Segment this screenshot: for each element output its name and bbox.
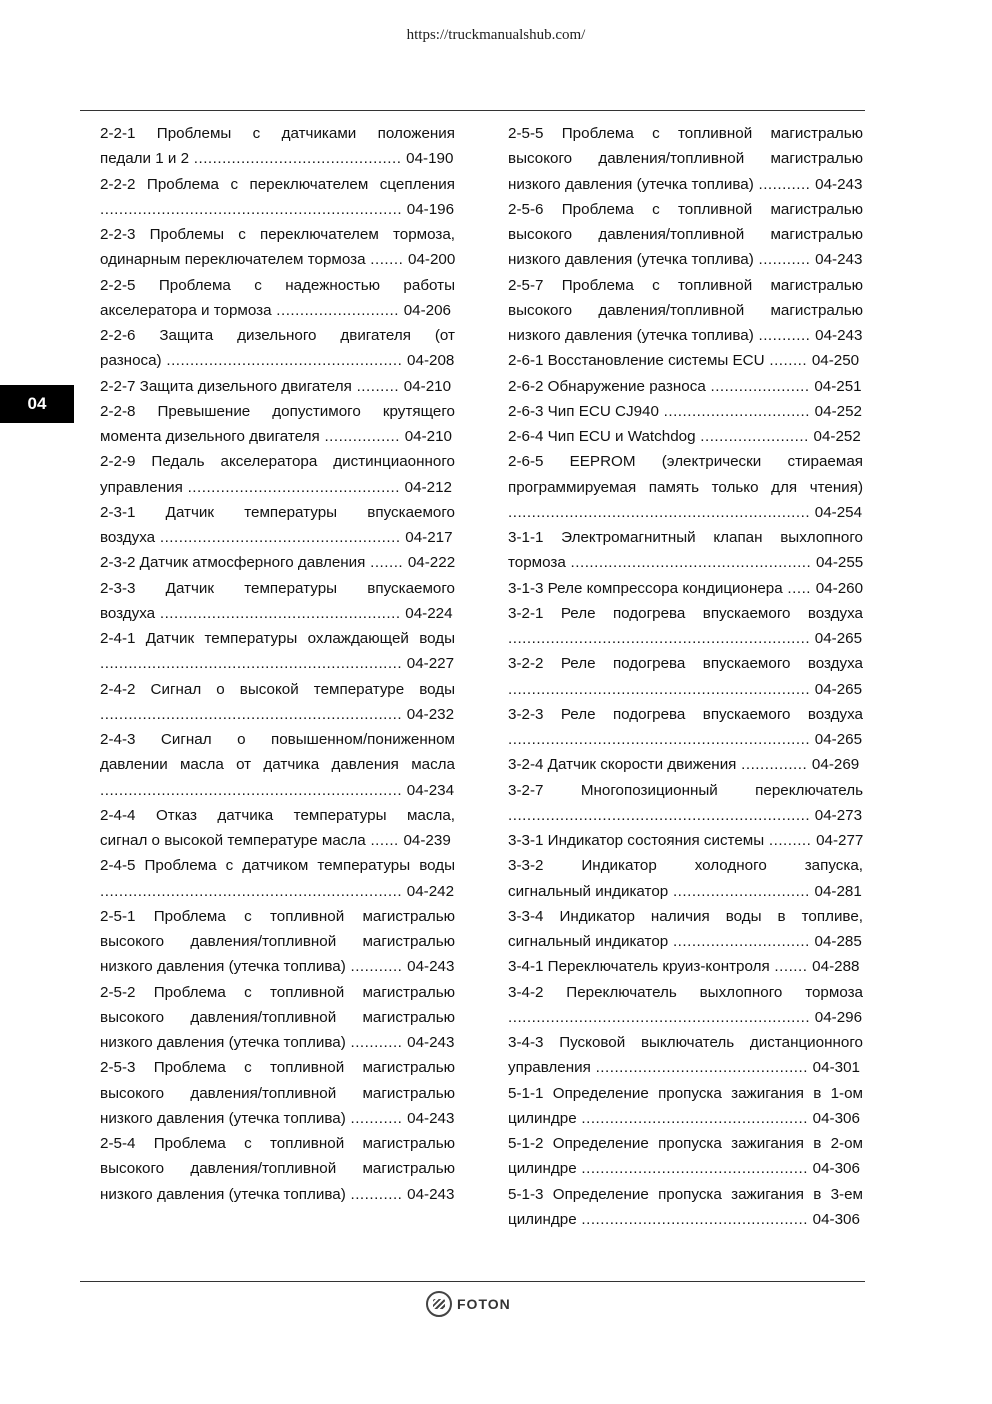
dot-leader: ............................................	[189, 150, 407, 168]
toc-entry-line: 2-4-3 Сигнал о повышенном/пониженном	[100, 731, 455, 748]
toc-entry-line	[508, 323, 863, 348]
toc-page-number: 04-224	[405, 604, 453, 622]
toc-entry-title: 2-6-4 Чип ECU и Watchdog	[508, 428, 696, 445]
toc-entry-line: 2-4-4 Отказ датчика температуры масла,	[100, 806, 455, 824]
toc-page-number: 04-232	[406, 705, 455, 723]
toc-page-number: 04-243	[407, 1109, 455, 1127]
toc-entry-line: 2-2-2 Проблема с переключателем сцепления	[100, 175, 455, 193]
toc-entry-title: момента дизельного двигателя	[100, 428, 320, 445]
toc-entry-line	[508, 1005, 863, 1030]
toc-entry-line: 2-5-1 Проблема с топливной магистралью	[100, 907, 455, 925]
dot-leader: .......	[365, 554, 408, 572]
toc-page-number: 04-234	[406, 781, 455, 799]
toc-page-number: 04-306	[812, 1210, 860, 1228]
toc-entry-line	[100, 1106, 455, 1131]
toc-page-number: 04-296	[814, 1008, 863, 1026]
toc-entry-line	[508, 374, 863, 399]
toc-page-number: 04-206	[403, 301, 451, 319]
dot-leader: ................................................................	[508, 630, 815, 647]
dot-leader: .............................................	[182, 478, 405, 496]
toc-entry-line	[508, 954, 863, 979]
toc-entry-line: 2-4-5 Проблема с датчиком температуры воды	[100, 857, 455, 875]
toc-entry-line: 3-2-2 Реле подогрева впускаемого воздуха	[508, 655, 863, 673]
toc-page-number: 04-200	[408, 251, 456, 269]
toc-entry-title: низкого давления (утечка топлива)	[100, 1185, 346, 1203]
toc-entry-title: управления	[100, 478, 183, 496]
toc-entry-line	[508, 1055, 863, 1080]
toc-entry-line	[100, 424, 455, 449]
toc-entry-line: 5-1-2 Определение пропуска зажигания в 2-ом	[508, 1135, 863, 1152]
dot-leader: .......	[769, 958, 813, 976]
toc-entry-line: 2-2-5 Проблема с надежностью работы	[100, 276, 455, 294]
dot-leader: ................................................	[576, 1109, 813, 1127]
toc-entry-line	[508, 752, 863, 777]
dot-leader: .......	[365, 251, 409, 269]
toc-entry-line: 2-2-3 Проблемы с переключателем тормоза,	[100, 226, 455, 243]
toc-page-number: 04-281	[814, 882, 862, 900]
toc-entry-title: 2-2-7 Защита дизельного двигателя	[100, 377, 352, 395]
toc-entry-title: 2-6-1 Восстановление системы ECU	[508, 352, 765, 370]
toc-entry-title: акселератора и тормоза	[100, 301, 272, 319]
toc-entry-line	[508, 550, 863, 575]
dot-leader: .....................	[705, 377, 815, 395]
dot-leader: ......	[365, 832, 404, 849]
toc-right-column	[508, 121, 863, 1232]
toc-entry-line	[100, 298, 455, 323]
dot-leader: ...................................................	[155, 604, 406, 622]
dot-leader: ...........	[345, 1109, 408, 1127]
toc-page-number: 04-255	[815, 554, 864, 572]
toc-entry-line	[100, 1182, 455, 1207]
toc-entry-line: давлении масла от датчика давления масла	[100, 756, 455, 774]
toc-entry-line	[100, 348, 455, 373]
toc-entry-title: 3-2-4 Датчик скорости движения	[508, 756, 737, 774]
toc-entry-line: высокого давления/топливной магистралью	[100, 1084, 455, 1102]
toc-entry-title: низкого давления (утечка топлива)	[508, 327, 754, 344]
toc-page-number: 04-243	[407, 1185, 455, 1203]
toc-page-number: 04-252	[814, 402, 862, 420]
dot-leader: ................................................................	[100, 655, 407, 673]
toc-entry-line	[508, 1207, 863, 1232]
toc-entry-title: цилиндре	[508, 1109, 577, 1127]
dot-leader: ...................................................	[155, 529, 406, 546]
toc-entry-line	[508, 576, 863, 601]
toc-entry-title: 3-3-1 Индикатор состояния системы	[508, 832, 765, 849]
toc-entry-line	[100, 374, 455, 399]
toc-entry-title: низкого давления (утечка топлива)	[508, 175, 754, 193]
header-divider	[80, 110, 865, 111]
dot-leader: ................................................................	[508, 503, 815, 521]
toc-entry-line	[100, 879, 455, 904]
toc-entry-line	[508, 247, 863, 272]
toc-entry-line: 5-1-1 Определение пропуска зажигания в 1-ом	[508, 1084, 863, 1102]
toc-entry-title: сигнал о высокой температуре масла	[100, 832, 366, 849]
dot-leader: ................................................................	[508, 731, 815, 748]
toc-entry-line: 2-6-5 EEPROM (электрически стираемая	[508, 453, 863, 471]
toc-page-number: 04-190	[406, 150, 454, 168]
toc-entry-line: 3-2-3 Реле подогрева впускаемого воздуха	[508, 705, 863, 723]
toc-page-number: 04-239	[403, 832, 451, 849]
toc-entry-line: 2-3-1 Датчик температуры впускаемого	[100, 503, 455, 521]
toc-entry-line	[100, 954, 455, 979]
dot-leader: .............................	[668, 933, 815, 950]
dot-leader: ...................................................	[565, 554, 816, 572]
footer-logo-text: FOTON	[457, 1296, 511, 1312]
toc-entry-title: тормоза	[508, 554, 566, 572]
toc-page-number: 04-208	[407, 352, 455, 370]
toc-entry-line: 2-3-3 Датчик температуры впускаемого	[100, 579, 455, 597]
toc-entry-line: 3-4-2 Переключатель выхлопного тормоза	[508, 983, 863, 1001]
toc-entry-title: педали 1 и 2	[100, 150, 190, 168]
dot-leader: ................................................................	[508, 806, 815, 824]
section-tab: 04	[0, 385, 74, 423]
toc-page-number: 04-243	[407, 958, 455, 976]
toc-entry-title: разноса)	[100, 352, 162, 370]
toc-entry-line	[100, 247, 455, 272]
toc-left-column	[100, 121, 455, 1207]
toc-page-number: 04-210	[403, 377, 452, 395]
toc-page-number: 04-277	[816, 832, 864, 849]
toc-entry-line	[508, 879, 863, 904]
toc-entry-line	[100, 828, 455, 853]
toc-entry-line	[100, 601, 455, 626]
toc-entry-line: 3-3-4 Индикатор наличия воды в топливе,	[508, 907, 863, 925]
dot-leader: ...........	[753, 175, 816, 193]
toc-entry-line: высокого давления/топливной магистралью	[100, 1160, 455, 1178]
dot-leader: ................................................	[576, 1210, 813, 1228]
toc-page-number: 04-260	[815, 579, 864, 597]
toc-entry-line	[508, 803, 863, 828]
toc-entry-line: 2-2-1 Проблемы с датчиками положения	[100, 125, 455, 142]
dot-leader: ........	[764, 352, 812, 370]
header-url: https://truckmanualshub.com/	[406, 27, 586, 43]
dot-leader: ................................................................	[100, 705, 407, 723]
toc-page-number: 04-265	[814, 680, 863, 698]
dot-leader: ................................................................	[100, 200, 407, 218]
dot-leader: .....	[782, 579, 816, 597]
toc-entry-title: одинарным переключателем тормоза	[100, 251, 366, 269]
toc-entry-line: 2-4-2 Сигнал о высокой температуре воды	[100, 680, 455, 698]
toc-entry-line	[100, 550, 455, 575]
toc-entry-title: низкого давления (утечка топлива)	[100, 958, 346, 976]
toc-entry-line	[508, 1106, 863, 1131]
toc-entry-line: 2-5-3 Проблема с топливной магистралью	[100, 1059, 455, 1077]
toc-entry-title: сигнальный индикатор	[508, 882, 669, 900]
toc-entry-line: высокого давления/топливной магистралью	[100, 1008, 455, 1026]
toc-entry-title: воздуха	[100, 604, 156, 622]
toc-entry-line	[100, 778, 455, 803]
toc-entry-title: низкого давления (утечка топлива)	[508, 251, 754, 269]
toc-page-number: 04-285	[814, 933, 862, 950]
toc-entry-line: программируемая память только для чтения)	[508, 478, 863, 496]
toc-page-number: 04-243	[815, 327, 863, 344]
toc-page-number: 04-273	[814, 806, 863, 824]
toc-page-number: 04-196	[406, 200, 455, 218]
toc-entry-title: сигнальный индикатор	[508, 933, 669, 950]
dot-leader: ................................................	[576, 1160, 813, 1178]
toc-entry-line: высокого давления/топливной магистралью	[100, 933, 455, 950]
toc-entry-title: 3-4-1 Переключатель круиз-контроля	[508, 958, 770, 976]
dot-leader: .............................................	[590, 1059, 813, 1077]
toc-entry-line: 3-2-1 Реле подогрева впускаемого воздуха	[508, 604, 863, 622]
foton-logo-icon	[426, 1291, 452, 1317]
dot-leader: ..................................................	[161, 352, 408, 370]
toc-entry-line: 2-5-2 Проблема с топливной магистралью	[100, 983, 455, 1001]
toc-page-number: 04-243	[407, 1034, 455, 1051]
toc-entry-line: высокого давления/топливной магистралью	[508, 150, 863, 168]
toc-page-number: 04-242	[406, 882, 455, 900]
toc-entry-line	[508, 626, 863, 651]
toc-page-number: 04-301	[812, 1059, 860, 1077]
toc-page-number: 04-288	[812, 958, 860, 976]
toc-entry-title: управления	[508, 1059, 591, 1077]
toc-page-number: 04-265	[814, 731, 863, 748]
dot-leader: ................................................................	[508, 680, 815, 698]
toc-entry-line: 2-5-6 Проблема с топливной магистралью	[508, 200, 863, 218]
toc-entry-title: 2-6-2 Обнаружение разноса	[508, 377, 706, 395]
toc-page-number: 04-254	[814, 503, 863, 521]
toc-entry-line: 2-2-6 Защита дизельного двигателя (от	[100, 327, 455, 344]
toc-page-number: 04-243	[815, 251, 863, 269]
dot-leader: .........	[764, 832, 817, 849]
toc-entry-line: 3-1-1 Электромагнитный клапан выхлопного	[508, 529, 863, 546]
dot-leader: ................................................................	[100, 781, 407, 799]
dot-leader: ...........	[345, 1185, 408, 1203]
footer-logo	[426, 1290, 511, 1318]
toc-entry-line: 3-4-3 Пусковой выключатель дистанционного	[508, 1034, 863, 1051]
toc-entry-line	[508, 500, 863, 525]
toc-page-number: 04-306	[812, 1109, 860, 1127]
toc-entry-line	[100, 475, 455, 500]
dot-leader: ...............................	[658, 402, 815, 420]
toc-entry-title: воздуха	[100, 529, 156, 546]
toc-entry-title: 3-1-3 Реле компрессора кондиционера	[508, 579, 783, 597]
toc-entry-line: 5-1-3 Определение пропуска зажигания в 3-ем	[508, 1185, 863, 1203]
toc-entry-line: 2-5-7 Проблема с топливной магистралью	[508, 276, 863, 294]
dot-leader: ...........	[753, 251, 816, 269]
footer-divider	[80, 1281, 865, 1282]
toc-entry-line	[100, 525, 455, 550]
toc-page-number: 04-251	[814, 377, 862, 395]
toc-entry-line	[508, 828, 863, 853]
toc-entry-line	[508, 172, 863, 197]
dot-leader: ................................................................	[100, 882, 407, 900]
toc-page-number: 04-212	[404, 478, 452, 496]
dot-leader: .......................	[695, 428, 814, 445]
toc-entry-line	[508, 399, 863, 424]
toc-entry-line	[508, 348, 863, 373]
toc-entry-line: 2-2-8 Превышение допустимого крутящего	[100, 402, 455, 420]
toc-entry-line	[100, 146, 455, 171]
toc-entry-line	[100, 197, 455, 222]
toc-entry-line	[100, 702, 455, 727]
toc-entry-line	[508, 677, 863, 702]
toc-page-number: 04-306	[812, 1160, 860, 1178]
dot-leader: ..........................	[271, 301, 404, 319]
dot-leader: ...........	[345, 1034, 408, 1051]
toc-entry-line	[508, 727, 863, 752]
toc-entry-title: низкого давления (утечка топлива)	[100, 1109, 346, 1127]
toc-entry-title: 2-6-3 Чип ECU CJ940	[508, 402, 659, 420]
dot-leader: ................................................................	[508, 1008, 815, 1026]
toc-entry-title: цилиндре	[508, 1210, 577, 1228]
toc-page-number: 04-217	[405, 529, 453, 546]
toc-entry-title: низкого давления (утечка топлива)	[100, 1034, 346, 1051]
toc-entry-line: 2-5-5 Проблема с топливной магистралью	[508, 125, 863, 142]
toc-page-number: 04-227	[406, 655, 455, 673]
toc-entry-line	[508, 424, 863, 449]
toc-entry-title: цилиндре	[508, 1160, 577, 1178]
toc-page-number: 04-265	[814, 630, 863, 647]
toc-page-number: 04-243	[815, 175, 863, 193]
toc-entry-line	[508, 929, 863, 954]
toc-entry-line	[100, 651, 455, 676]
dot-leader: ...........	[345, 958, 408, 976]
dot-leader: ..............	[736, 756, 812, 774]
toc-entry-line: 3-2-7 Многопозиционный переключатель	[508, 781, 863, 799]
toc-page-number: 04-252	[813, 428, 861, 445]
toc-entry-line: 2-4-1 Датчик температуры охлаждающей воды	[100, 630, 455, 647]
toc-entry-line: высокого давления/топливной магистралью	[508, 301, 863, 319]
toc-entry-line: 2-2-9 Педаль акселератора дистинциаонного	[100, 453, 455, 471]
toc-entry-line	[508, 1156, 863, 1181]
toc-entry-line: 3-3-2 Индикатор холодного запуска,	[508, 857, 863, 875]
dot-leader: .............................	[668, 882, 815, 900]
toc-page-number: 04-250	[811, 352, 860, 370]
toc-page-number: 04-210	[404, 428, 452, 445]
toc-entry-line: высокого давления/топливной магистралью	[508, 226, 863, 243]
dot-leader: ................	[319, 428, 405, 445]
toc-page-number: 04-222	[407, 554, 456, 572]
toc-entry-line: 2-5-4 Проблема с топливной магистралью	[100, 1135, 455, 1152]
dot-leader: ...........	[753, 327, 816, 344]
toc-entry-line	[100, 1030, 455, 1055]
toc-page-number: 04-269	[811, 756, 860, 774]
dot-leader: .........	[351, 377, 404, 395]
toc-entry-title: 2-3-2 Датчик атмосферного давления	[100, 554, 366, 572]
